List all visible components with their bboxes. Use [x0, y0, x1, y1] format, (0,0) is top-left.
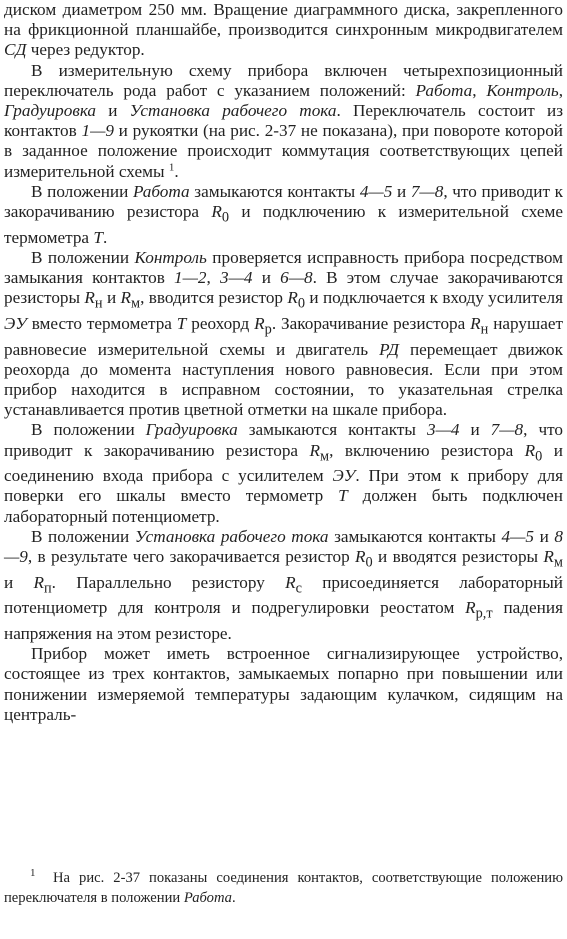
paragraph-7: Прибор может иметь встроенное сигнализирующее устройство, состоящее из трех контактов, замыкаемых попарно при повышении или понижении измеряемой температуры задающим кулачком, сидящим на централь-	[4, 644, 563, 724]
footnote: $^1$ На рис. 2-37 показаны соединения контактов, соответствующие положению переключателя в положении Работа.	[4, 867, 563, 906]
paragraph-2: В измерительную схему прибора включен четырехпозиционный переключатель рода работ с указанием положений: Работа, Контроль, Градуировка и Установка рабочего тока. Переключатель состоит из контактов 1—9 и рукоятки (на рис. 2-37 не показана), при повороте которой в заданное положение происходит коммутация соответствующих цепей измерительной схемы $^1$.	[4, 60, 563, 181]
paragraph-1: диском диаметром 250 мм. Вращение диаграммного диска, закрепленного на фрикционной планшайбе, производится синхронным микродвигателем СД через редуктор.	[4, 0, 563, 60]
paragraph-6: В положении Установка рабочего тока замыкаются контакты 4—5 и 8—9, в результате чего закорачивается резистор $R_0$ и вводятся резисторы $R_м$ и $R_п$. Параллельно резистору $R_с$ присоединяется лабораторный потенциометр для контроля и подрегулировки реостатом $R_{р,т}$ падения напряжения на этом резисторе.	[4, 526, 563, 643]
footnote-mark: 1	[30, 867, 36, 880]
body-text	[4, 0, 563, 725]
paragraph-5: В положении Градуировка замыкаются контакты 3—4 и 7—8, что приводит к закорачиванию резистора $R_м$, включению резистора $R_0$ и соединению входа прибора с усилителем ЭУ. При этом к прибору для поверки его шкалы вместо термометр T должен быть подключен лабораторный потенциометр.	[4, 420, 564, 526]
paragraph-4: В положении Контроль проверяется исправность прибора посредством замыкания контактов 1—2, 3—4 и 6—8. В этом случае закорачиваются резисторы $R_н$ и $R_м$, вводится резистор $R_0$ и подключается к входу усилителя ЭУ вместо термометра T реохорд $R_р$. Закорачивание резистора $R_н$ нарушает равновесие измерительной схемы и двигатель РД перемещает движок реохорда до момента наступления нового равновесия. Если при этом прибор находится в исправном состоянии, то указательная стрелка устанавливается против цветной отметки на шкале прибора.	[4, 247, 563, 420]
paragraph-3: В положении Работа замыкаются контакты 4—5 и 7—8, что приводит к закорачиванию резистора $R_0$ и подключению к измерительной схеме термометра T.	[4, 181, 563, 247]
